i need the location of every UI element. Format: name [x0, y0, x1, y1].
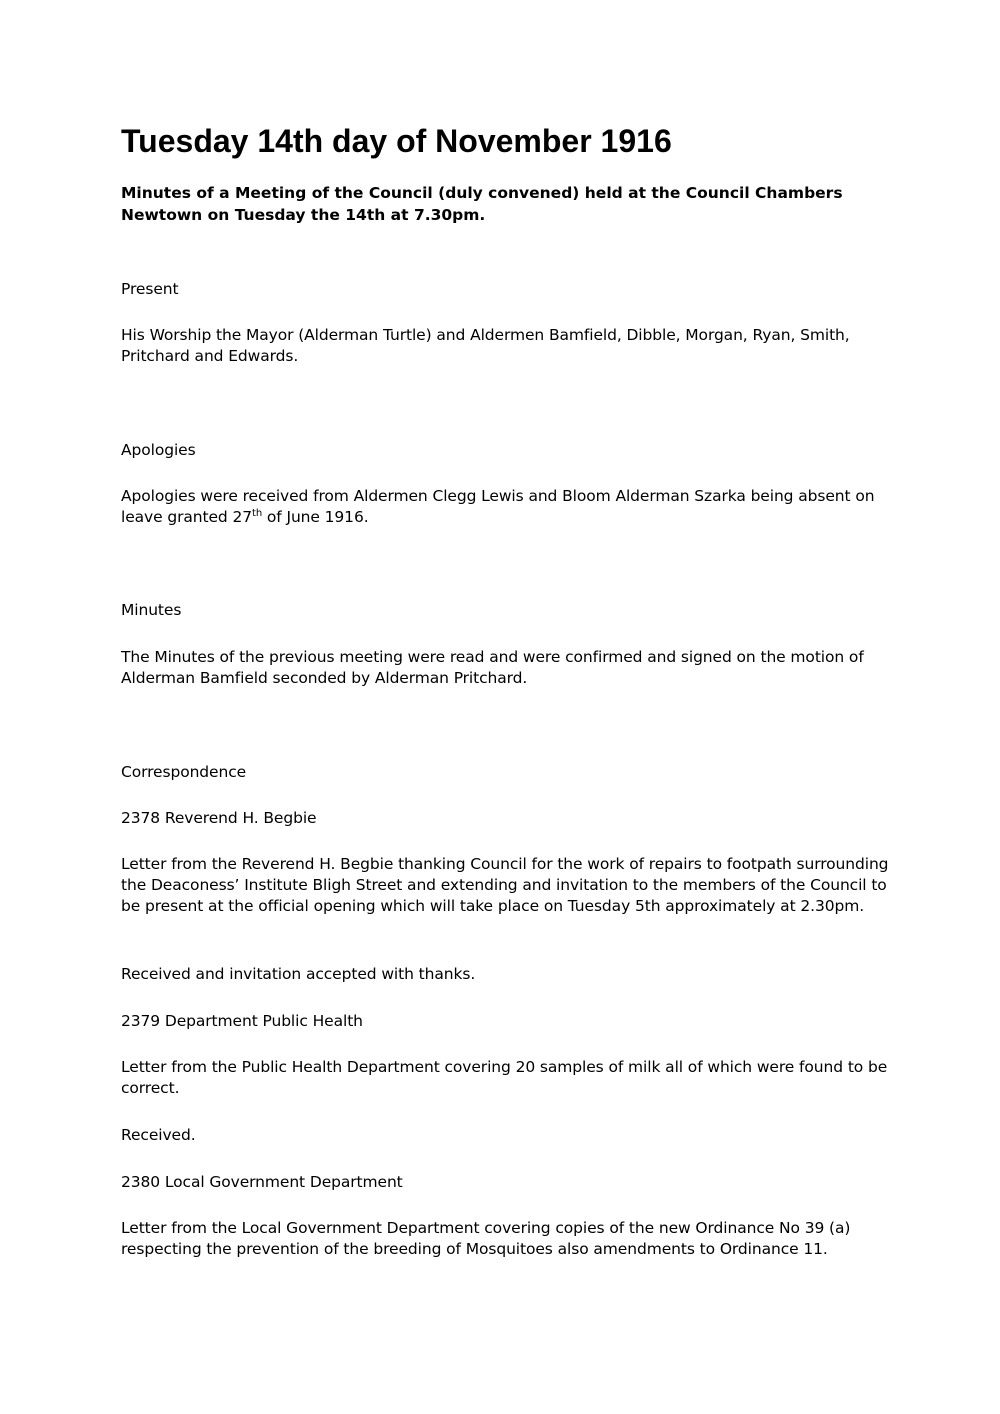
- correspondence-item-heading: 2380 Local Government Department: [121, 1173, 403, 1191]
- present-text: His Worship the Mayor (Alderman Turtle) and Aldermen Bamfield, Dibble, Morgan, Ryan, Smith, Pritchard and Edwards.: [121, 326, 850, 365]
- correspondence-heading: Correspondence: [121, 763, 247, 781]
- present-heading: Present: [121, 280, 179, 298]
- correspondence-item-heading: 2379 Department Public Health: [121, 1012, 363, 1030]
- apologies-text: [121, 486, 891, 528]
- apologies-text-sup: th: [252, 507, 263, 519]
- correspondence-item-heading: 2378 Reverend H. Begbie: [121, 809, 317, 827]
- correspondence-item-text: Letter from the Local Government Department covering copies of the new Ordinance No 39 (a) respecting the prevention of the breeding of Mosquitoes also amendments to Ordinance 11.: [121, 1219, 851, 1258]
- apologies-heading: Apologies: [121, 441, 196, 459]
- apologies-text-main: Apologies were received from Aldermen Clegg Lewis and Bloom Alderman Szarka being absent on leave granted 27: [121, 487, 875, 526]
- apologies-text-end: of June 1916.: [262, 508, 369, 526]
- minutes-text: The Minutes of the previous meeting were read and were confirmed and signed on the motion of Alderman Bamfield seconded by Alderman Pritchard.: [121, 648, 864, 687]
- document-title: Tuesday 14th day of November 1916: [121, 123, 672, 159]
- minutes-heading: Minutes: [121, 601, 182, 619]
- correspondence-item-resolution: Received.: [121, 1126, 196, 1144]
- correspondence-item-text: Letter from the Public Health Department covering 20 samples of milk all of which were found to be correct.: [121, 1058, 888, 1097]
- correspondence-item-text: Letter from the Reverend H. Begbie thanking Council for the work of repairs to footpath surrounding the Deaconess’ Institute Bligh Street and extending and invitation to the members of the Council to be present at the official opening which will take place on Tuesday 5th approximately at 2.30pm.: [121, 855, 889, 915]
- intro-paragraph: Minutes of a Meeting of the Council (duly convened) held at the Council Chambers Newtown on Tuesday the 14th at 7.30pm.: [121, 184, 843, 224]
- correspondence-item-resolution: Received and invitation accepted with thanks.: [121, 965, 476, 983]
